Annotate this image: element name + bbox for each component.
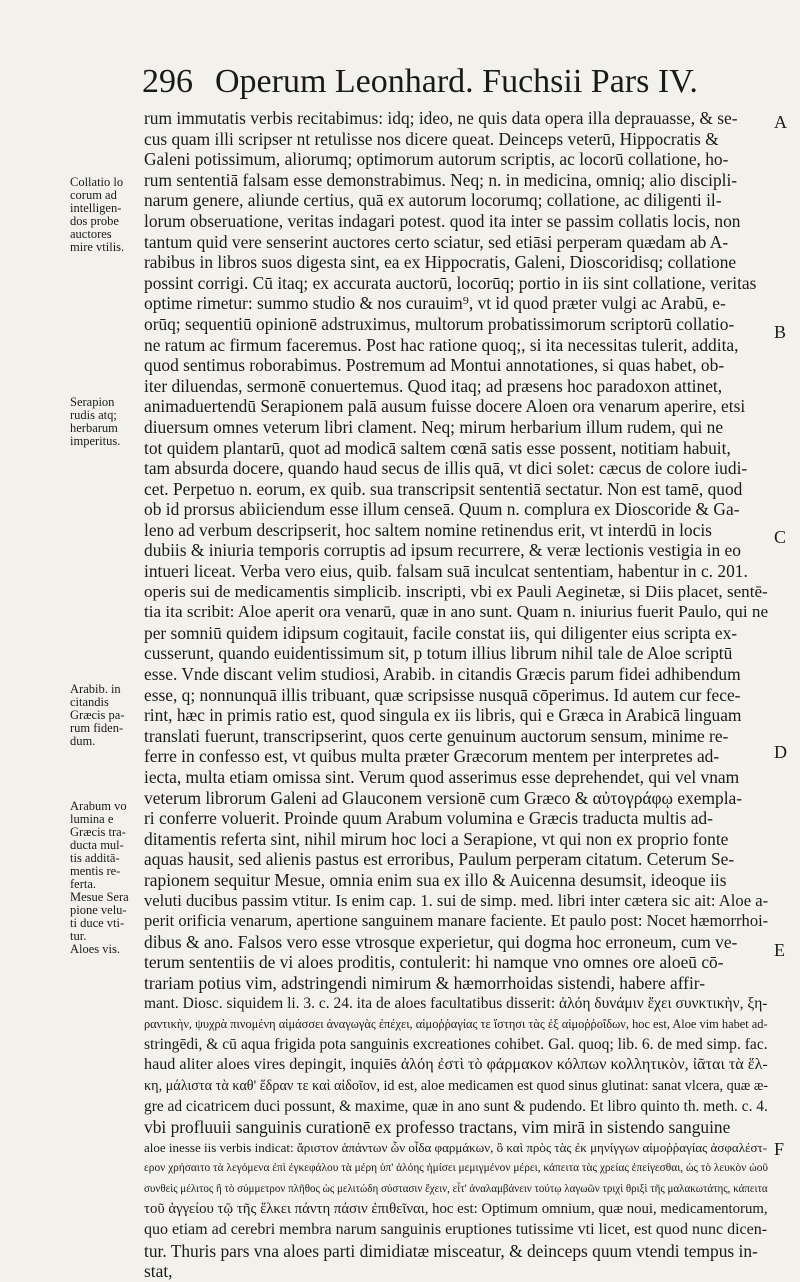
text-line: veterum librorum Galeni ad Glauconem versionē cum Græco & αὐτογράφῳ exempla-	[144, 787, 743, 808]
text-line: τοῦ ἀγγείου τῷ τῆς ἕλκει πάντη πάσιν ἐπιθεῖναι, hoc est: Optimum omnium, quæ noui, medicamentorum,	[144, 1201, 768, 1218]
text-line: quod sentimus roborabimus. Postremum ad Montui annotationes, si quas habet, ob-	[144, 355, 725, 376]
text-line: perit orificia venarum, apertione sanguinem manare faciente. Et paulo post: Nocet hæmorrhoi-	[144, 911, 768, 931]
text-line: leno ad verbum descripserit, hoc saltem nomine retinendus erit, vt interdū in locis	[144, 519, 712, 540]
text-line: mant. Diosc. siquidem li. 3. c. 24. ita de aloes facultatibus disserit: ἀλόη δυνάμιν ἔχει συνκτικὴν, ξη-	[144, 994, 768, 1012]
text-line: ferre in confesso est, vt quibus multa præter Græcorum mentem per interpretes ad-	[144, 746, 720, 767]
page-number: 296	[142, 63, 193, 100]
text-line: esse, q; nonnunquā illis tribuant, quæ scripsisse nusquā cōperimus. Id autem cur fece-	[144, 684, 741, 705]
text-line: iecta, multa etiam omissa sint. Verum quod asserimus esse deprehendet, qui vel vnam	[144, 767, 740, 787]
text-line: cus quam illi scripser nt retulisse nos dicere queat. Deinceps veterū, Hippocratis &	[144, 128, 719, 149]
margin-note-line: dos probe	[70, 214, 119, 228]
text-line: diuersum omnes veterum libri clament. Neq; mirum herbarium illum rudem, qui ne	[144, 416, 724, 437]
text-line: esse. Vnde discant velim studiosi, Arabib. in citandis Græcis parum fidei adhibendum	[144, 664, 741, 685]
main-text	[144, 108, 768, 1282]
margin-note-line: tis additā-	[70, 851, 120, 865]
running-header	[142, 62, 742, 102]
margin-note-line: Mesue Sera	[70, 890, 129, 904]
side-letter-d: D	[774, 742, 787, 762]
margin-note-line: mire vtilis.	[70, 240, 125, 254]
text-line: rint, hæc in primis ratio est, quod singula ex iis libris, qui e Græca in Arabicā linguam	[144, 705, 742, 726]
text-line: ne ratum ac firmum faceremus. Post hac ratione quoq;, si ita necessitas tulerit, addita,	[144, 334, 739, 355]
margin-note-line: herbarum	[70, 421, 118, 435]
margin-note-line: Collatio lo	[70, 175, 124, 189]
text-line: Galeni potissimum, aliorumq; optimorum autorum scriptis, ac locorū collatione, ho-	[144, 149, 729, 170]
margin-note-line: Græcis pa-	[70, 708, 125, 722]
text-line: rum sententiā falsam esse demonstrabimus. Neq; n. in medicina, omniq; alio discipli-	[144, 169, 738, 190]
margin-note-line: intelligen-	[70, 201, 122, 215]
text-line: cet. Perpetuo n. eorum, ex quib. sua transcripsit sententiā sectatur. Non est tamē, quod	[144, 478, 743, 499]
text-line: lorum obseruatione, veritas indagari potest. quod ita inter se passim collatis locis, non	[144, 210, 741, 231]
text-line: tot quidem plantarū, quot ad modicā saltem cœnā satis esse possent, notitiam habuit,	[144, 437, 731, 458]
margin-note-arabib	[70, 683, 142, 748]
margin-note-line: ducta mul-	[70, 838, 124, 852]
side-letter-e: E	[774, 940, 785, 960]
text-line: intueri liceat. Verba vero eius, quib. falsam suā inculcat sententiam, habentur in c. 201.	[144, 561, 748, 582]
margin-note-line: auctores	[70, 227, 112, 241]
text-line: narum genere, aliunde certius, quā ex autorum locorumq; collatione, ac diligenti il-	[144, 190, 722, 211]
text-line: rapionem sequitur Mesue, omnia enim sua ex illo & Auicenna desumsit, ideoque iis	[144, 869, 727, 890]
side-letter-b: B	[774, 322, 787, 342]
margin-note-line: Græcis tra-	[70, 825, 126, 839]
text-line: tur. Thuris pars vna aloes parti dimidiatæ misceatur, & deinceps quum vtendi tempus in-	[144, 1240, 758, 1261]
text-line: dubiis & iniuria temporis corruptis ad ipsum recurrere, & veræ lectionis vestigia in eo	[144, 540, 741, 561]
margin-note-line: lumina e	[70, 812, 114, 826]
side-letter-f: F	[774, 1139, 785, 1159]
text-line: optime rimetur: summo studio & nos curauim⁹, vt id quod præter vulgi ac Arabū, e-	[144, 293, 726, 314]
text-line: tia ita scribit: Aloe aperit ora venarū, quæ in ano sunt. Quam n. iniurius fuerit Paulo, qui ne	[144, 602, 768, 622]
text-line: iter diluendas, sermonē conuertemus. Quod itaq; ad præsens hoc paradoxon attinet,	[144, 375, 723, 396]
text-line: rum immutatis verbis recitabimus: idq; ideo, ne quis data opera illa deprauasse, & se-	[144, 108, 738, 128]
text-line: tantum quid vere senserint auctores certo sciatur, sed etiāsi perperam quædam ab A-	[144, 231, 729, 252]
text-line: ditamentis referta sint, nihil mirum hoc loci a Serapione, vt qui non ex proprio fonte	[144, 828, 729, 849]
text-line: gre ad cicatricem duci possunt, & maxime, quæ in ano sunt & pudendo. Et libro quinto th. meth. c. 4.	[144, 1097, 768, 1115]
text-line: aloe inesse iis verbis indicat: ἄριστον ἁπάντων ὧν οἶδα φαρμάκων, ὃ καὶ πρὸς τὰς ἐκ μηνίγγων αἱμοῤῥαγίας ἀσφαλέστ-	[144, 1139, 768, 1155]
text-line: possint corrigi. Cū itaq; ex accurata auctorū, locorūq; portio in iis sint collatione, veritas	[144, 272, 757, 293]
text-line: per somniū quidem idipsum cogitauit, facile constat iis, qui diligenter eius scripta ex-	[144, 622, 738, 643]
text-line: cusserunt, quando euidentissimum sit, p totum illius librum nihil tale de Aloe scriptū	[144, 643, 733, 664]
margin-note-line: Serapion	[70, 395, 115, 409]
text-line: aquas hausit, sed alienis pastus est erroribus, Paulum perperam citatum. Ceterum Se-	[144, 849, 735, 870]
margin-note-line: mentis re-	[70, 864, 121, 878]
side-letter-a: A	[774, 112, 787, 132]
margin-note-line: rum fiden-	[70, 721, 124, 735]
margin-note-line: ti duce vti-	[70, 916, 125, 930]
margin-note-line: rudis atq;	[70, 408, 117, 422]
text-line: ob id prorsus abiiciendum esse illum censeā. Quum n. complura ex Dioscoride & Ga-	[144, 499, 740, 520]
text-line: ri conferre voluerit. Proinde quum Arabum volumina e Græcis traducta multis ad-	[144, 808, 713, 829]
text-line: animaduertendū Serapionem palā ausum fuisse docere Aloen ora venarum aperire, etsi	[144, 396, 746, 417]
text-line: vbi profluuii sanguinis curationē ex professo tractans, vim mirā in sistendo sanguine	[144, 1117, 731, 1138]
margin-note-line: pione velu-	[70, 903, 127, 917]
margin-note-line: citandis	[70, 695, 109, 709]
text-line: ερον χρήσαιτο τὰ λεγόμενα ἐπὶ ἐγκεφάλου τὰ μέρη ὑπ' ἀλόης ἡμίσει μεμιγμένον μέρει, κάπειτα τὰς χρείας ἐπείγεσθαι, ὡς τὸ λευκὸν ὠοῦ	[144, 1162, 768, 1175]
margin-note-serapion	[70, 396, 142, 448]
text-line: orūq; sequentiū opinionē adstruximus, multorum probatissimorum scriptorū collatio-	[144, 313, 735, 334]
text-line: ραντικὴν, ψυχρὰ πινομένη αἱμάσσει ἀναγωγὰς ἐπέχει, αἱμοῤῥαγίας τε ἵστησι τὰς ἐξ αἱμοῤῥοΐδων, hoc est, Aloe vim habet ad-	[144, 1017, 768, 1032]
text-line: rabibus in libros suos digesta sint, ea ex Hippocratis, Galeni, Dioscoridisq; collatione	[144, 252, 737, 273]
margin-note-collatio	[70, 176, 142, 254]
text-line: quo etiam ad cerebri membra narum sanguinis eruptiones tutissime vti licet, est quod nunc dicen-	[144, 1221, 768, 1239]
margin-note-line: dum.	[70, 734, 96, 748]
text-line: operis sui de medicamentis simplicib. inscripti, vbi ex Pauli Aeginetæ, si Diis placet, sentē-	[144, 581, 768, 601]
margin-note-line: corum ad	[70, 188, 117, 202]
side-letter-c: C	[774, 527, 787, 547]
margin-note-line: Arabib. in	[70, 682, 121, 696]
text-line: veluti ducibus passim vtitur. Is enim cap. 1. sui de simp. med. libri inter cætera sic ait: Aloe a-	[144, 890, 768, 910]
margin-note-line: tur.	[70, 929, 87, 943]
margin-note-line: imperitus.	[70, 434, 121, 448]
text-line: συνθεὶς μέλιτος ἢ τὸ σύμμετρον πλῆθος ὡς μελιτώδη σύστασιν ἔχειν, εἶτ' ἀναλαμβάνειν τούτῳ λαγωῶν τριχὶ θριξὶ τῆς μαλακωτάτης, κάπειτα	[144, 1182, 768, 1195]
text-line: κη, μάλιστα τὰ καθ' ἕδραν τε καὶ αἰδοῖον, id est, aloe medicamen est quod sinus glutinat: sanat vlcera, quæ æ-	[144, 1077, 768, 1094]
margin-note-line: ferta.	[70, 877, 97, 891]
text-line: tam absurda docere, quando haud secus de illis quā, vt dici solet: cæcus de colore iudi-	[144, 458, 748, 479]
text-line: trariam potius vim, adstringendi nimirum & hæmorrhoidas sistendi, habere affir-	[144, 972, 706, 993]
text-line: stringēdi, & cū aqua frigida pota sanguinis excreationes cohibet. Gal. quoq; lib. 6. de med simp. fac.	[144, 1035, 768, 1053]
text-line: dibus & ano. Falsos vero esse vtrosque experietur, qui dogma hoc erroneum, cum ve-	[144, 931, 738, 952]
margin-note-arabum	[70, 800, 142, 956]
margin-note-line: Aloes vis.	[70, 942, 120, 956]
text-line: translati fuerunt, transcripserint, quos certe genuinum auctorum sensum, minime re-	[144, 725, 729, 746]
text-line: terum sententiis de vi aloes proditis, contulerit: hi namque vno omnes ore aloeū cō-	[144, 952, 724, 973]
text-line: stat,	[144, 1261, 173, 1282]
page-title: Operum Leonhard. Fuchsii Pars IV.	[215, 63, 698, 100]
margin-note-line: Arabum vo	[70, 799, 127, 813]
text-line: haud aliter aloes vires depingit, inquiēs ἀλόη ἐστὶ τὸ φάρμακον κόλπων κολλητικὸν, ἰᾶται τὰ ἕλ-	[144, 1056, 768, 1074]
